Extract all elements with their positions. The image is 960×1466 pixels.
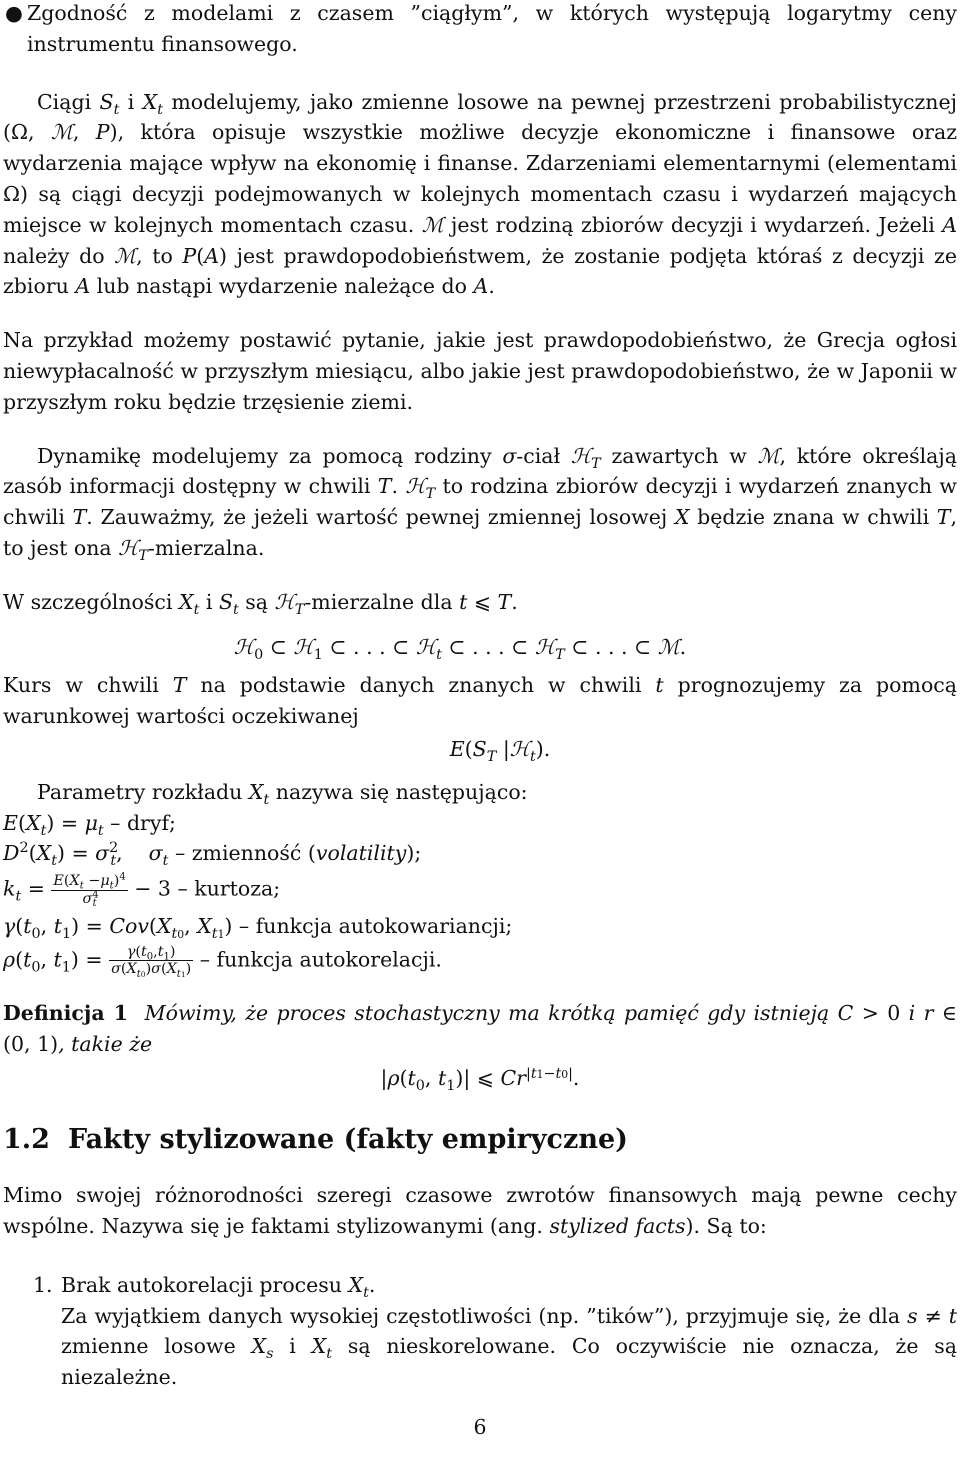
equation-short-memory: $|\rho(t_0$, $t_1)|$ ⩽ $Cr^{|t1-t0|}$.	[380, 1065, 580, 1095]
autocorrelation-fraction: $\frac{\gamma(t_0,t_1)}{\sigma(X_{t0})\sigma(X_{t1})}$	[111, 943, 192, 980]
paragraph-measurable: W szczególności $X_t$ i $S_t$ są ℋ$_T$-mierzalne dla t ⩽ T.	[3, 589, 518, 618]
bullet-icon: ●	[5, 1, 23, 25]
paragraph-filtration: Dynamikę modelujemy za pomocą rodziny σ-ciał ℋ$_T$ zawartych w ℳ, które określają zasób informacji dostępny w chwili T. ℋ$_T$ to rodzina zbiorów decyzji i wydarzeń znanych w chwili T. Zauważmy, że jeżeli wartość pewnej zmiennej losowej X będzie znana w chwili T, to jest ona ℋ$_T$-mierzalna.	[3, 443, 958, 564]
param-kurtosis: $k_t$ = $\frac{E(X_t -\mu_t)^4}{\sigma^4_t}$ − 3 – kurtoza;	[3, 871, 281, 910]
paragraph-probability-space: Ciągi $S_t$ i $X_t$ modelujemy, jako zmienne losowe na pewnej przestrzeni probabilistycznej (Ω, ℳ, P), która opisuje wszystkie możliwe decyzje ekonomiczne i finansowe oraz wydarzenia mające wpływ na ekonomię i finanse. Zdarzeniami elementarnymi (elementami Ω) są ciągi decyzji podejmowanych w kolejnych momentach czasu i wydarzeń mających miejsce w kolejnych momentach czasu. ℳ jest rodziną zbiorów decyzji i wydarzeń. Jeżeli A należy do ℳ, to P(A) jest prawdopodobieństwem, że zostanie podjęta któraś z decyzji ze zbioru A lub nastąpi wydarzenie należące do A.	[3, 89, 958, 299]
definition-label: Definicja 1	[3, 1000, 128, 1025]
list-item-title: Brak autokorelacji procesu $X_t$.	[61, 1272, 376, 1301]
param-autocorrelation: $\rho(t_0$, $t_1$) = $\frac{\gamma(t_0,t_1)}{\sigma(X_{t0})\sigma(X_{t1})}$ – funkcja autokorelacji.	[3, 943, 442, 980]
equation-conditional-expectation: $E(S_T$ |ℋ$_t$).	[449, 736, 551, 765]
bullet-text: Zgodność z modelami z czasem ”ciągłym”, w których występują logarytmy ceny instrumentu finansowego.	[27, 1, 957, 56]
params-intro: Parametry rozkładu $X_t$ nazywa się następująco:	[37, 779, 528, 808]
section-number: 1.2	[3, 1124, 50, 1156]
list-item-body: Za wyjątkiem danych wysokiej częstotliwości (np. ”tików”), przyjmuje się, że dla s ≠ t zmienne losowe $X_s$ i $X_t$ są nieskorelowane. Co oczywiście nie oznacza, że są niezależne.	[61, 1303, 957, 1390]
kurtosis-fraction: $\frac{E(X_t -\mu_t)^4}{\sigma^4_t}$	[53, 871, 126, 910]
definition-short-memory: Definicja 1 Mówimy, że proces stochastyczny ma krótką pamięć gdy istnieją C > 0 i r ∈ (0, 1), takie że	[3, 1000, 957, 1056]
paragraph-forecast: Kurs w chwili T na podstawie danych znanych w chwili t prognozujemy za pomocą warunkowej wartości oczekiwanej	[3, 673, 957, 729]
section-title: Fakty stylizowane (fakty empiryczne)	[67, 1124, 628, 1156]
bullet-item	[3, 0, 957, 60]
page-number: 6	[473, 1415, 487, 1439]
paragraph-example: Na przykład możemy postawić pytanie, jakie jest prawdopodobieństwo, że Grecja ogłosi niewypłacalność w przyszłym miesiącu, albo jakie jest prawdopodobieństwo, że w Japonii w przyszłym roku będzie trzęsienie ziemi.	[3, 328, 957, 414]
list-item	[3, 1270, 957, 1393]
equation-filtration-chain: ℋ$_0$ ⊂ ℋ$_1$ ⊂ . . . ⊂ ℋ$_t$ ⊂ . . . ⊂ ℋ$_T$ ⊂ . . . ⊂ ℳ.	[233, 634, 687, 663]
paragraph-stylized-facts: Mimo swojej różnorodności szeregi czasowe zwrotów finansowych mają pewne cechy wspólne. Nazywa się je faktami stylizowanymi (ang. stylized facts). Są to:	[3, 1183, 957, 1239]
list-item-number: 1.	[33, 1272, 53, 1297]
param-autocovariance: $\gamma(t_0$, $t_1) = Cov(X_{t0}$, $X_{t1}$) – funkcja autokowariancji;	[3, 914, 513, 943]
param-drift: $E(X_t) = \mu_t$ – dryf;	[3, 810, 176, 839]
param-volatility: $D^2(X_t) = \sigma^2_t$, $\sigma_t$ – zmienność (volatility);	[3, 840, 422, 870]
section-heading	[3, 1120, 957, 1160]
